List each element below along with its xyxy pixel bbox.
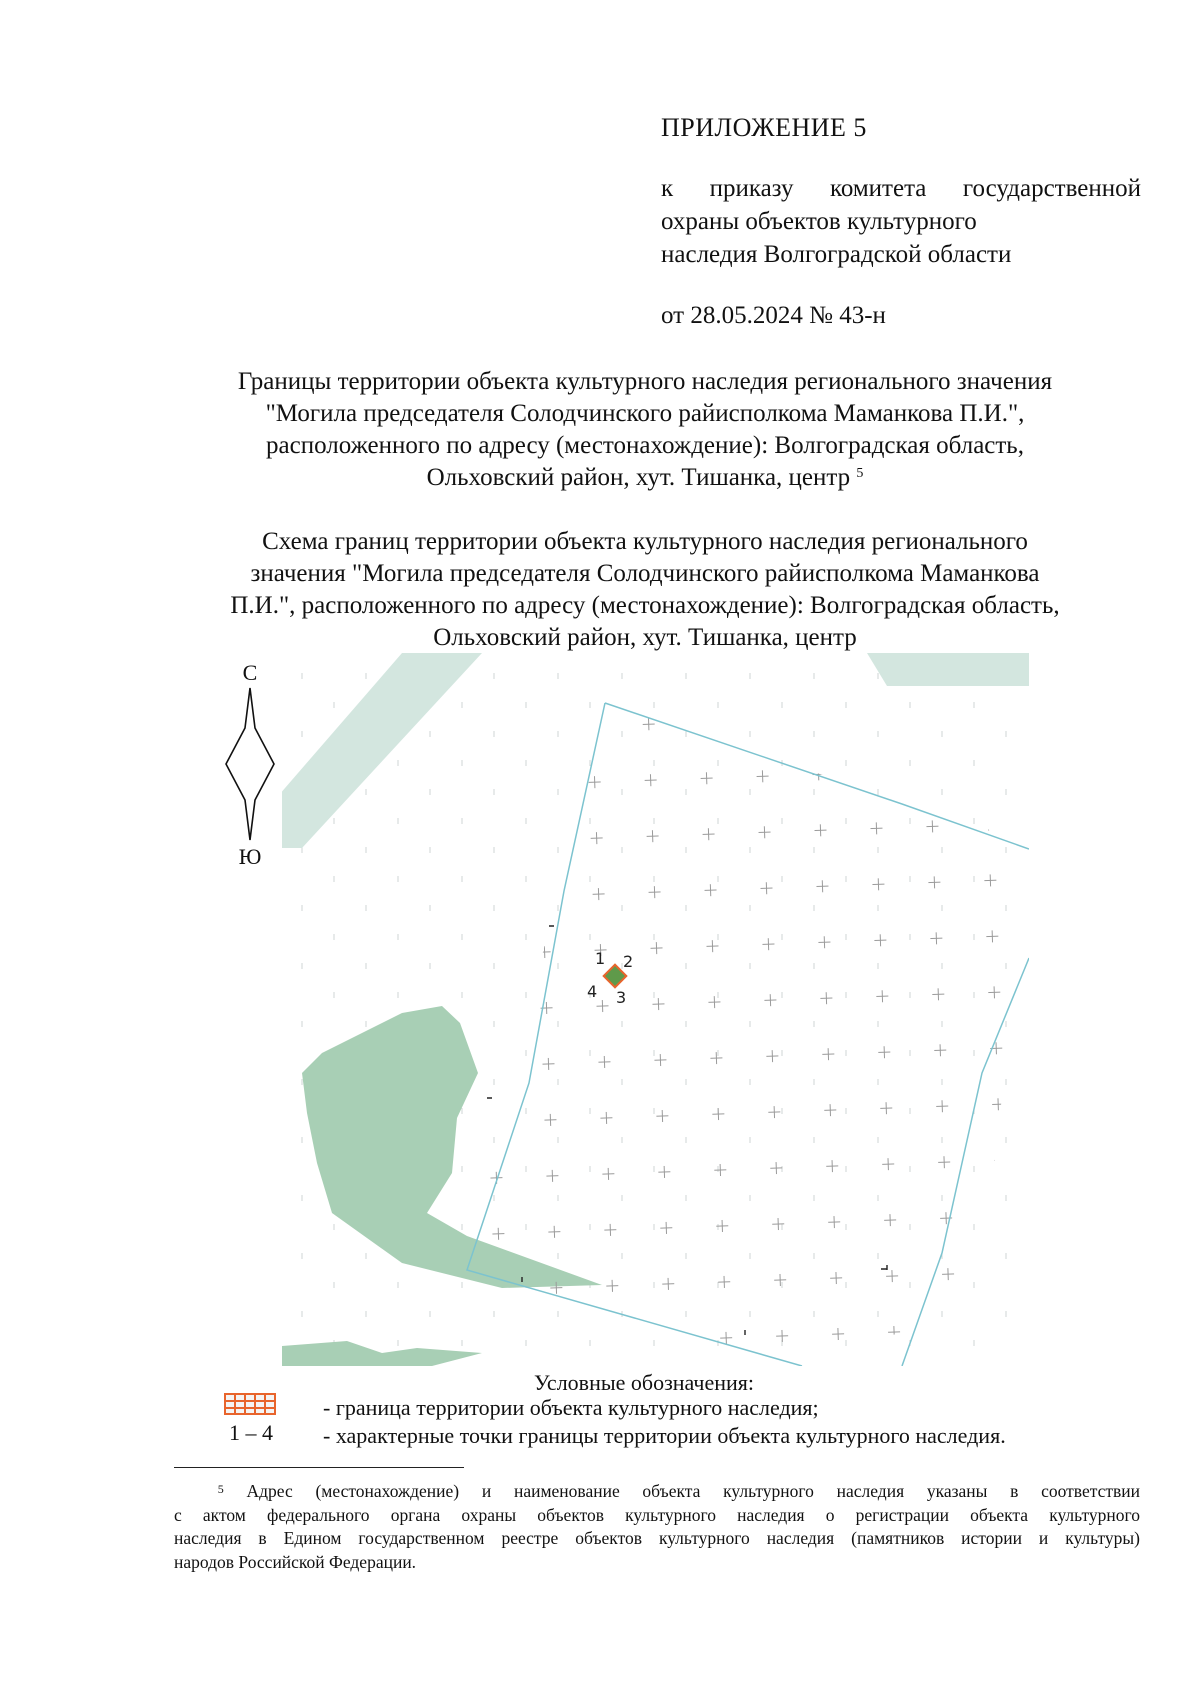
heading-line xyxy=(150,462,1140,494)
heading-line: расположенного по адресу (местонахождение): Волгоградская область, xyxy=(266,432,1024,459)
heading-line: значения "Могила председателя Солодчинского райисполкома Маманкова xyxy=(250,560,1040,587)
point-label-4: 4 xyxy=(587,982,598,1001)
legend-boundary-swatch-icon xyxy=(224,1393,276,1415)
order-word: комитета xyxy=(829,175,927,202)
legend-title: Условные обозначения: xyxy=(534,1370,755,1395)
order-word: приказу xyxy=(709,175,794,202)
footnote-reference[interactable]: 5 xyxy=(856,466,864,481)
footnote-line: с актом федерального органа охраны объектов культурного наследия о регистрации объекта культурного xyxy=(174,1504,1140,1525)
order-word: государственной xyxy=(962,175,1141,202)
road-area xyxy=(867,653,1029,686)
order-reference-line-2: охраны объектов культурного xyxy=(661,208,977,235)
legend-points-range: 1 – 4 xyxy=(229,1420,273,1445)
footnote-line xyxy=(174,1480,1140,1504)
scheme-heading xyxy=(150,526,1140,654)
order-word: к xyxy=(661,175,674,202)
order-reference-line-1 xyxy=(661,172,1141,205)
site-map xyxy=(282,653,1029,1366)
north-label: С xyxy=(242,660,258,685)
footnote-line: наследия в Едином государственном реестре объектов культурного наследия (памятников истории и культуры) xyxy=(174,1528,1140,1548)
footnote-divider xyxy=(174,1467,464,1468)
south-label: Ю xyxy=(238,844,262,869)
point-label-2: 2 xyxy=(623,952,634,971)
footnote-line: народов Российской Федерации. xyxy=(174,1551,417,1572)
point-label-3: 3 xyxy=(616,988,627,1007)
order-date: от 28.05.2024 № 43-н xyxy=(661,302,886,329)
boundaries-heading xyxy=(150,366,1140,494)
footnote xyxy=(174,1480,1140,1574)
heading-line-text: Ольховский район, хут. Тишанка, центр xyxy=(426,464,851,491)
footnote-mark: 5 xyxy=(217,1482,224,1496)
legend-item-points: - характерные точки границы территории объекта культурного наследия. xyxy=(323,1423,1006,1448)
heading-line: Схема границ территории объекта культурного наследия регионального xyxy=(262,528,1028,555)
point-label-1: 1 xyxy=(595,949,606,968)
heading-line: Ольховский район, хут. Тишанка, центр xyxy=(433,624,857,651)
heading-line: П.И.", расположенного по адресу (местонахождение): Волгоградская область, xyxy=(230,592,1060,619)
legend-item-boundary: - граница территории объекта культурного наследия; xyxy=(323,1395,819,1420)
footnote-text: Адрес (местонахождение) и наименование объекта культурного наследия указаны в соответствии xyxy=(246,1481,1141,1501)
north-arrow xyxy=(222,660,278,870)
appendix-title: ПРИЛОЖЕНИЕ 5 xyxy=(661,113,867,142)
order-reference-line-3: наследия Волгоградской области xyxy=(661,241,1012,268)
order-reference xyxy=(661,172,1141,271)
heading-line: Границы территории объекта культурного наследия регионального значения xyxy=(237,368,1053,395)
heading-line: "Могила председателя Солодчинского райисполкома Маманкова П.И.", xyxy=(265,400,1025,427)
compass-arrow-icon xyxy=(222,660,278,870)
